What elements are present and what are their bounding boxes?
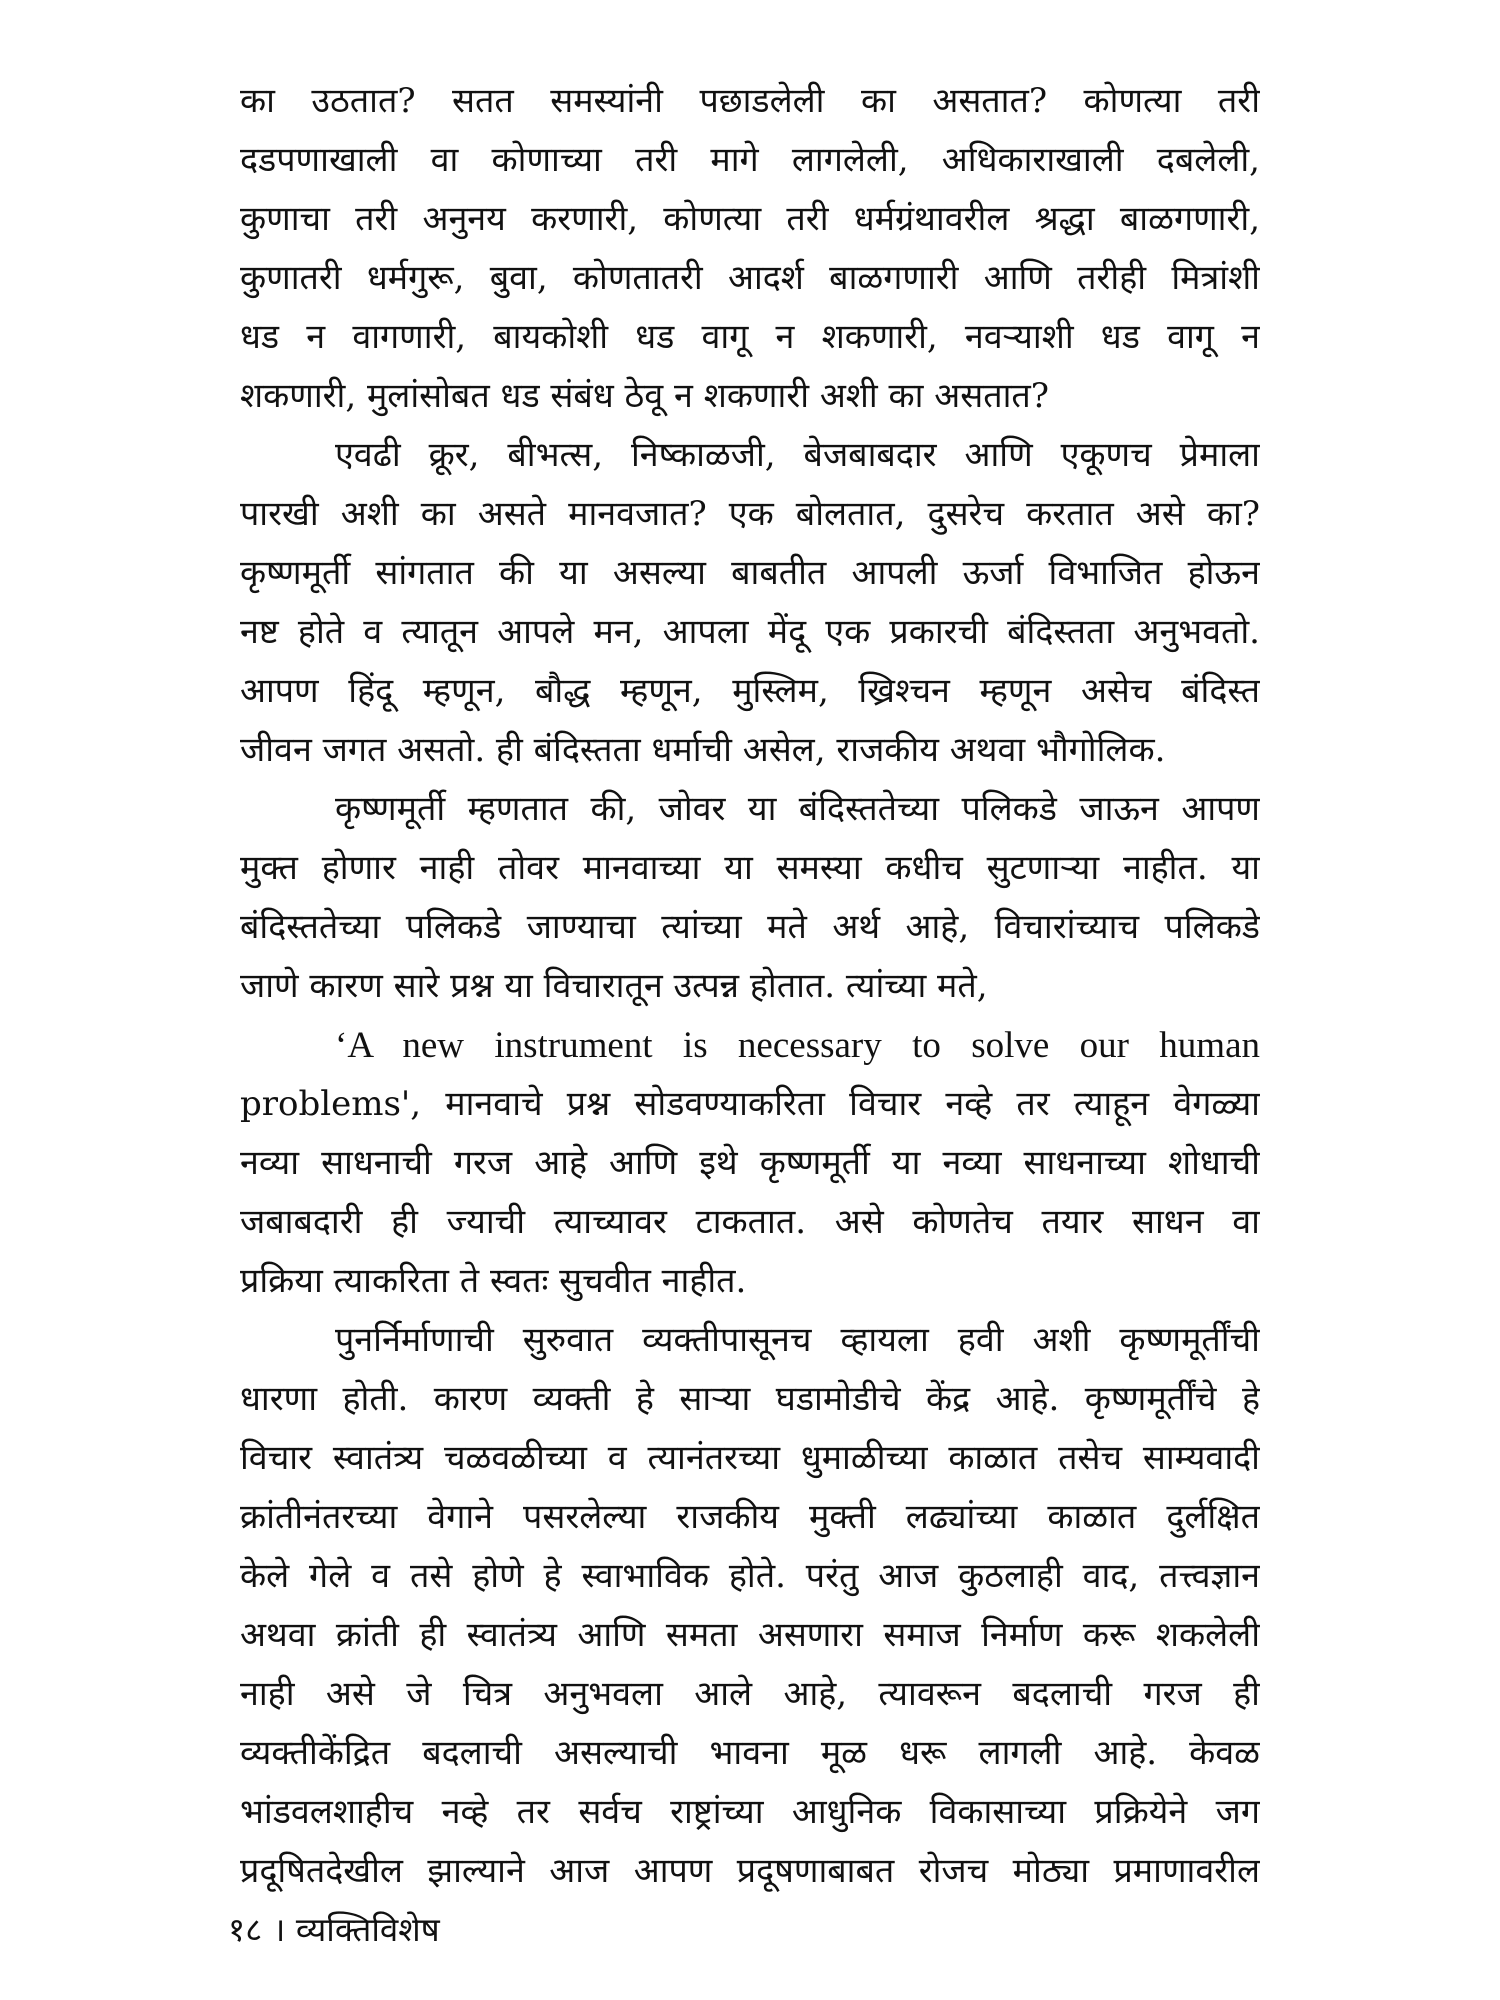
- paragraph-3: [240, 780, 1260, 1016]
- paragraph-5: [240, 1311, 1260, 1901]
- text-line: नष्ट होते व त्यातून आपले मन, आपला मेंदू एक प्रकारची बंदिस्तता अनुभवतो.: [240, 612, 1260, 652]
- text-line: बंदिस्ततेच्या पलिकडे जाण्याचा त्यांच्या मते अर्थ आहे, विचारांच्याच पलिकडे: [240, 907, 1260, 947]
- text-line: का उठतात? सतत समस्यांनी पछाडलेली का असतात? कोणत्या तरी: [240, 81, 1260, 121]
- body-text: [240, 72, 1260, 1901]
- footer-separator: ।: [272, 1910, 286, 1949]
- text-line: व्यक्तीकेंद्रित बदलाची असल्याची भावना मूळ धरू लागली आहे. केवळ: [240, 1733, 1260, 1773]
- quote-line: ‘A new instrument is necessary to solve our human: [335, 1025, 1260, 1066]
- text-line: पुनर्निर्माणाची सुरुवात व्यक्तीपासूनच व्हायला हवी अशी कृष्णमूर्तींची: [335, 1320, 1260, 1360]
- text-line: जाणे कारण सारे प्रश्न या विचारातून उत्पन्न होतात. त्यांच्या मते,: [240, 966, 988, 1006]
- text-line: मुक्त होणार नाही तोवर मानवाच्या या समस्या कधीच सुटणाऱ्या नाहीत. या: [240, 848, 1260, 888]
- text-line: एवढी क्रूर, बीभत्स, निष्काळजी, बेजबाबदार आणि एकूणच प्रेमाला: [335, 435, 1260, 475]
- text-line: जीवन जगत असतो. ही बंदिस्तता धर्माची असेल, राजकीय अथवा भौगोलिक.: [240, 730, 1166, 770]
- paragraph-2: [240, 426, 1260, 780]
- text-line: कुणाचा तरी अनुनय करणारी, कोणत्या तरी धर्मग्रंथावरील श्रद्धा बाळगणारी,: [240, 199, 1260, 239]
- text-line: केले गेले व तसे होणे हे स्वाभाविक होते. परंतु आज कुठलाही वाद, तत्त्वज्ञान: [240, 1556, 1260, 1596]
- text-line: धड न वागणारी, बायकोशी धड वागू न शकणारी, नवऱ्याशी धड वागू न: [240, 317, 1260, 357]
- text-line: दडपणाखाली वा कोणाच्या तरी मागे लागलेली, अधिकाराखाली दबलेली,: [240, 140, 1260, 180]
- paragraph-1: [240, 72, 1260, 426]
- paragraph-4: [240, 1016, 1260, 1311]
- text-line: नव्या साधनाची गरज आहे आणि इथे कृष्णमूर्ती या नव्या साधनाच्या शोधाची: [240, 1143, 1260, 1183]
- text-line: आपण हिंदू म्हणून, बौद्ध म्हणून, मुस्लिम, ख्रिश्चन म्हणून असेच बंदिस्त: [240, 671, 1260, 711]
- text-line: धारणा होती. कारण व्यक्ती हे साऱ्या घडामोडीचे केंद्र आहे. कृष्णमूर्तींचे हे: [240, 1379, 1260, 1419]
- book-title: व्यक्तिविशेष: [295, 1910, 440, 1949]
- text-line: नाही असे जे चित्र अनुभवला आले आहे, त्यावरून बदलाची गरज ही: [240, 1674, 1260, 1714]
- text-line: क्रांतीनंतरच्या वेगाने पसरलेल्या राजकीय मुक्ती लढ्यांच्या काळात दुर्लक्षित: [240, 1497, 1260, 1537]
- text-line: कृष्णमूर्ती सांगतात की या असल्या बाबतीत आपली ऊर्जा विभाजित होऊन: [240, 553, 1260, 593]
- text-line: जबाबदारी ही ज्याची त्याच्यावर टाकतात. असे कोणतेच तयार साधन वा: [240, 1202, 1260, 1242]
- text-line: कृष्णमूर्ती म्हणतात की, जोवर या बंदिस्ततेच्या पलिकडे जाऊन आपण: [335, 789, 1260, 829]
- text-line: प्रदूषितदेखील झाल्याने आज आपण प्रदूषणाबाबत रोजच मोठ्या प्रमाणावरील: [240, 1851, 1260, 1891]
- text-line: प्रक्रिया त्याकरिता ते स्वतः सुचवीत नाहीत.: [240, 1261, 747, 1301]
- text-line: विचार स्वातंत्र्य चळवळीच्या व त्यानंतरच्या धुमाळीच्या काळात तसेच साम्यवादी: [240, 1438, 1260, 1478]
- text-line: शकणारी, मुलांसोबत धड संबंध ठेवू न शकणारी अशी का असतात?: [240, 376, 1050, 416]
- text-line: पारखी अशी का असते मानवजात? एक बोलतात, दुसरेच करतात असे का?: [240, 494, 1260, 534]
- page-number: १८: [228, 1910, 263, 1949]
- text-line: problems', मानवाचे प्रश्न सोडवण्याकरिता विचार नव्हे तर त्याहून वेगळ्या: [240, 1084, 1260, 1124]
- text-line: भांडवलशाहीच नव्हे तर सर्वच राष्ट्रांच्या आधुनिक विकासाच्या प्रक्रियेने जग: [240, 1792, 1260, 1832]
- text-line: कुणातरी धर्मगुरू, बुवा, कोणतातरी आदर्श बाळगणारी आणि तरीही मित्रांशी: [240, 258, 1260, 298]
- text-line: अथवा क्रांती ही स्वातंत्र्य आणि समता असणारा समाज निर्माण करू शकलेली: [240, 1615, 1260, 1655]
- page-footer: [228, 1905, 440, 1955]
